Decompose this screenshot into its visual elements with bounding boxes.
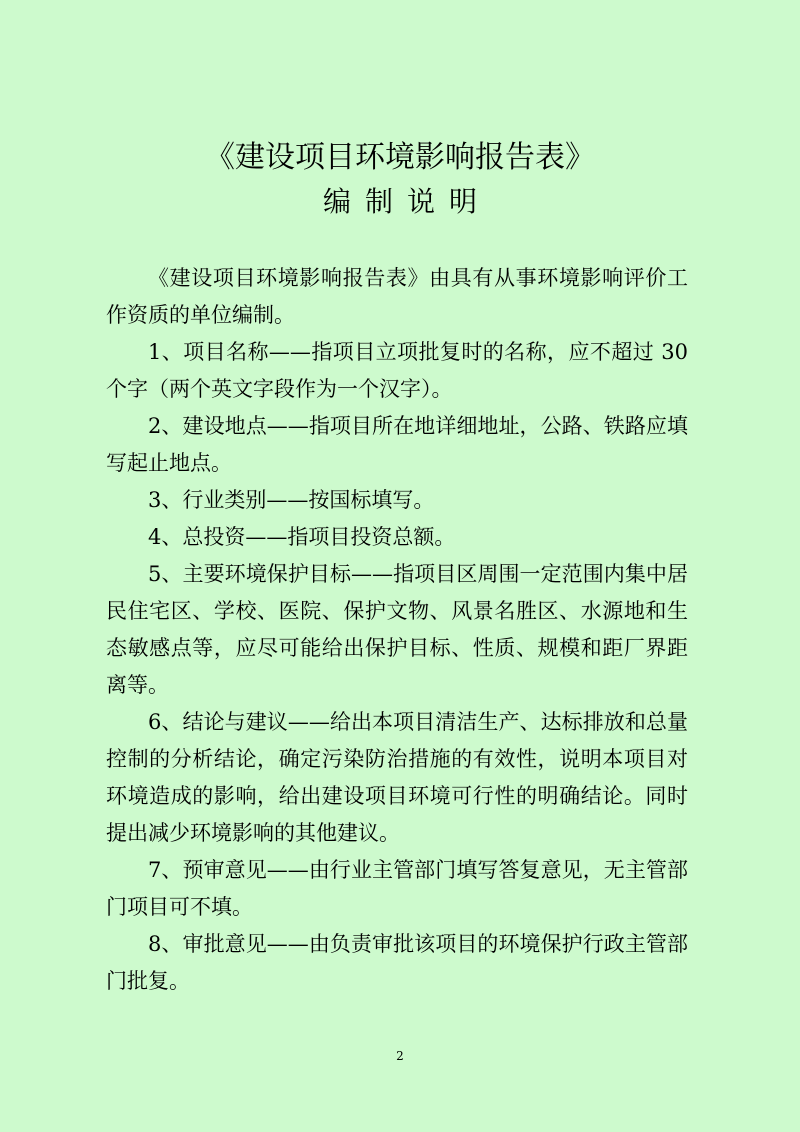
page-number: 2 — [396, 1049, 404, 1063]
item-industry-category: 3、行业类别——按国标填写。 — [148, 488, 435, 512]
document-title: 《建设项目环境影响报告表》 — [205, 140, 595, 175]
item-project-name: 1、项目名称——指项目立项批复时的名称，应不超过 30 个字（两个英文字段作为一个汉字）。 — [106, 340, 688, 401]
item-preliminary-review: 7、预审意见——由行业主管部门填写答复意见，无主管部门项目可不填。 — [106, 858, 688, 919]
item-conclusions: 6、结论与建议——给出本项目清洁生产、达标排放和总量控制的分析结论，确定污染防治措施的有效性，说明本项目对环境造成的影响，给出建设项目环境可行性的明确结论。同时提出减少环境影响的其他建议。 — [106, 710, 688, 845]
item-protection-targets: 5、主要环境保护目标——指项目区周围一定范围内集中居民住宅区、学校、医院、保护文物、风景名胜区、水源地和生态敏感点等，应尽可能给出保护目标、性质、规模和距厂界距离等。 — [106, 562, 688, 697]
item-approval-opinion: 8、审批意见——由负责审批该项目的环境保护行政主管部门批复。 — [106, 932, 688, 993]
item-total-investment: 4、总投资——指项目投资总额。 — [148, 525, 456, 549]
document-body — [106, 260, 688, 1000]
item-construction-site: 2、建设地点——指项目所在地详细地址，公路、铁路应填写起止地点。 — [106, 414, 688, 475]
intro-paragraph: 《建设项目环境影响报告表》由具有从事环境影响评价工作资质的单位编制。 — [106, 266, 688, 327]
document-subtitle: 编制说明 — [322, 185, 491, 218]
